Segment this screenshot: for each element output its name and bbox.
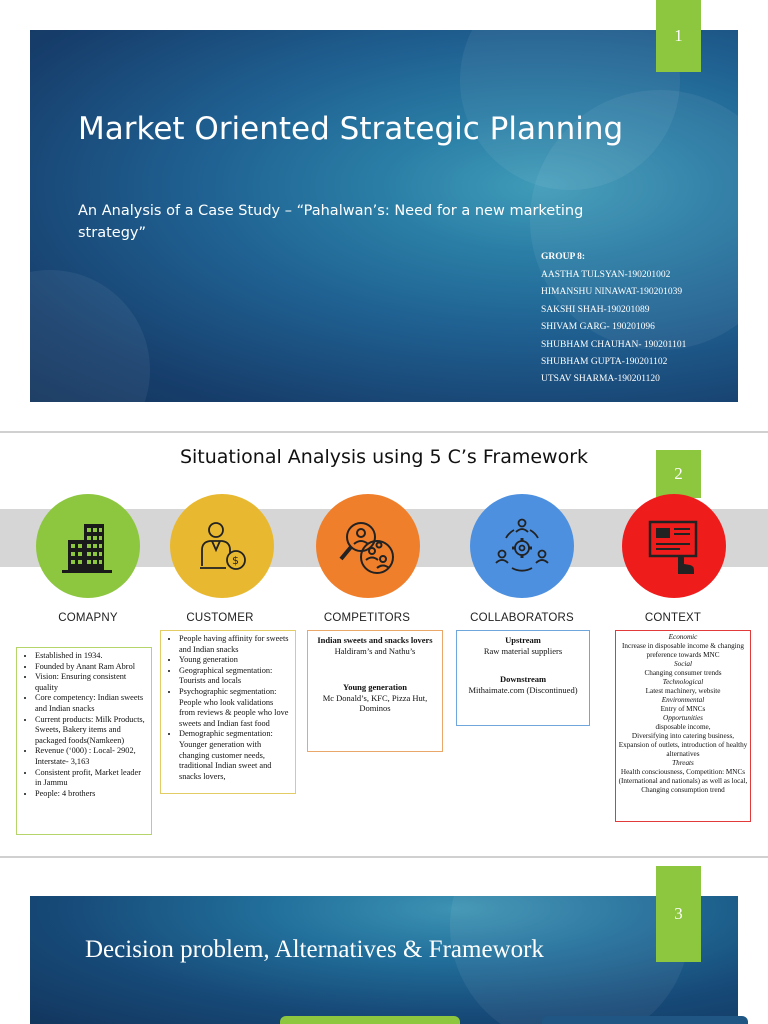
slide-title: Situational Analysis using 5 C’s Framework — [179, 446, 589, 468]
context-circle — [622, 494, 726, 598]
screen-touch-icon — [644, 516, 704, 576]
member-name: UTSAV SHARMA-190201120 — [541, 374, 660, 385]
slide-separator — [0, 431, 768, 433]
collaborator-text: Raw material suppliers — [483, 645, 563, 656]
company-point: • Core competency: Indian sweets and Indian snacks — [35, 693, 147, 714]
context-heading: Economic — [668, 633, 698, 641]
group-members — [541, 252, 721, 392]
member-name: SHUBHAM CHAUHAN- 190201101 — [541, 339, 687, 350]
customer-circle — [170, 494, 274, 598]
context-text: Changing consumer trends — [644, 669, 722, 677]
member-name: SAKSHI SHAH-190201089 — [541, 304, 650, 315]
slide-number-badge: 1 — [656, 0, 701, 72]
customer-point: • People having affinity for sweets and Indian snacks — [179, 634, 291, 655]
context-text: Latest machinery, website — [645, 687, 721, 695]
slide-number-badge: 2 — [656, 450, 701, 498]
collaborator-title: Upstream — [505, 635, 541, 645]
context-box — [615, 630, 751, 822]
customer-money-icon — [192, 516, 252, 576]
company-point: • People: 4 brothers — [35, 789, 147, 800]
context-text: Health consciousness, Competition: MNCs (International and nationals) as well as local, Changing consumption trend — [618, 768, 748, 794]
collaborators-label: COLLABORATORS — [470, 612, 574, 624]
context-heading: Threats — [672, 759, 694, 767]
svg-text:$: $ — [232, 554, 239, 567]
decorative-bubble — [30, 270, 150, 402]
green-shape — [280, 1016, 460, 1024]
company-point: • Founded by Anant Ram Abrol — [35, 662, 147, 673]
company-point: • Established in 1934. — [35, 651, 147, 662]
slide-number-badge: 3 — [656, 866, 701, 962]
customer-box — [160, 630, 296, 794]
context-heading: Environmental — [661, 696, 705, 704]
competitor-group-text: Haldiram’s and Nathu’s — [334, 645, 416, 656]
customer-point: • Demographic segmentation: Younger generation with changing customer needs, traditional Indian sweet and snacks lovers, — [179, 729, 291, 782]
magnifier-people-icon — [335, 513, 401, 579]
building-icon — [58, 516, 118, 576]
collaborators-circle — [470, 494, 574, 598]
member-name: SHIVAM GARG- 190201096 — [541, 322, 655, 333]
competitor-group-title: Young generation — [343, 682, 407, 692]
customer-label: CUSTOMER — [186, 612, 254, 624]
competitors-circle — [316, 494, 420, 598]
competitor-group-text: Mc Donald’s, KFC, Pizza Hut, Dominos — [322, 692, 428, 713]
member-name: SHUBHAM GUPTA-190201102 — [541, 356, 668, 367]
competitors-label: COMPETITORS — [323, 612, 411, 624]
member-name: HIMANSHU NINAWAT-190201039 — [541, 287, 683, 298]
company-circle — [36, 494, 140, 598]
slide-subtitle: An Analysis of a Case Study – “Pahalwan’s: Need for a new marketing strategy” — [78, 203, 584, 241]
competitor-group-title: Indian sweets and snacks lovers — [317, 635, 433, 645]
member-name: AASTHA TULSYAN-190201002 — [541, 270, 671, 280]
blue-shape — [542, 1016, 748, 1024]
context-heading: Technological — [662, 678, 704, 686]
customer-point: • Psychographic segmentation: People who look validations from reviews & people who love sweets and Indian fast food — [179, 687, 291, 729]
slide-title: Decision problem, Alternatives & Framework — [85, 936, 544, 963]
context-label: CONTEXT — [644, 612, 702, 624]
company-box — [16, 647, 152, 835]
context-text: Diversifying into catering business, Expansion of outlets, introduction of healthy alternatives — [618, 732, 748, 758]
slide-separator — [0, 856, 768, 858]
competitors-box — [307, 630, 443, 752]
group-label: GROUP 8: — [541, 252, 586, 262]
company-point: • Consistent profit, Market leader in Jammu — [35, 768, 147, 789]
collaborator-text: Mithaimate.com (Discontinued) — [468, 684, 578, 695]
context-text: Entry of MNCs — [660, 705, 706, 713]
context-text: Increase in disposable income & changing preference towards MNC — [622, 642, 744, 659]
context-text: disposable income, — [655, 723, 711, 731]
context-heading: Social — [674, 660, 692, 668]
context-heading: Opportunities — [663, 714, 703, 722]
company-point: • Vision: Ensuring consistent quality — [35, 672, 147, 693]
company-label: COMAPNY — [58, 612, 118, 624]
company-point: • Current products: Milk Products, Sweets, Bakery items and packaged foods(Namkeen) — [35, 715, 147, 747]
slide-title: Market Oriented Strategic Planning — [78, 111, 624, 147]
network-gear-icon — [490, 514, 554, 578]
customer-point: • Geographical segmentation: Tourists and locals — [179, 666, 291, 687]
collaborator-title: Downstream — [499, 674, 547, 684]
collaborators-box — [456, 630, 590, 726]
company-point: • Revenue (‘000) : Local- 2902, Interstate- 3,163 — [35, 746, 147, 767]
customer-point: • Young generation — [179, 655, 291, 666]
